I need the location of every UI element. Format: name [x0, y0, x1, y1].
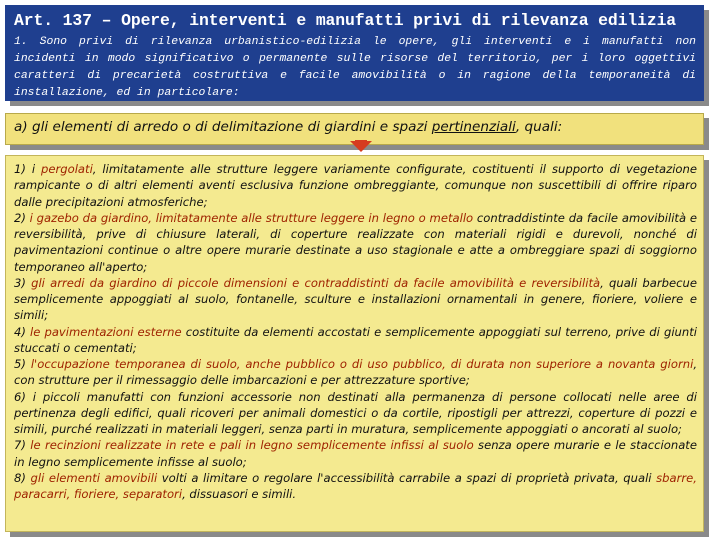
- item-highlight: le recinzioni realizzate in rete e pali in legno semplicemente infissi al suolo: [25, 438, 474, 453]
- item-highlight: i gazebo da giardino, limitatamente alle strutture leggere in legno o metallo: [25, 210, 474, 225]
- down-arrow-icon: [350, 141, 372, 152]
- item-number: 2): [14, 210, 26, 225]
- item-highlight: gli arredi da giardino di piccole dimensioni e contraddistinti da facile amovibilità e reversibilità: [25, 275, 601, 290]
- list-item: [14, 210, 697, 275]
- list-item: [14, 389, 697, 438]
- item-text: , quali barbecue semplicemente appoggiati al suolo, fontanelle, sculture e installazioni ornamentali in genere, fioriere, voliere e simili;: [14, 275, 698, 323]
- item-number: 1): [14, 162, 26, 176]
- item-text: contraddistinte da facile amovibilità e reversibilità, prive di chiusure laterali, di coperture realizzate con materiali rigidi e durevoli, nonché di pavimentazioni continue o altre opere murarie destinate a uso stagionale e atte a ombreggiare spazi di soggiorno temporaneo all'aperto;: [14, 210, 697, 274]
- item-number: 4): [14, 324, 26, 339]
- section-a-text: a) gli elementi di arredo o di delimitazione di giardini e spazi: [14, 119, 432, 135]
- item-highlight: l'occupazione temporanea di suolo, anche pubblico o di uso pubblico, di durata non superiore a novanta giorni: [25, 357, 694, 371]
- list-item: [14, 437, 697, 470]
- item-text: volti a limitare o regolare l'accessibilità carrabile a spazi di proprietà privata, quali: [157, 470, 657, 485]
- item-text: i: [25, 162, 41, 176]
- item-text: costituite da elementi accostati e semplicemente appoggiati sul terreno, prive di giunti stuccati o cementati;: [14, 324, 697, 355]
- list-item: [14, 470, 697, 503]
- list-item: [14, 324, 697, 357]
- item-highlight: sbarre, paracarri, fioriere, separatori: [14, 470, 697, 501]
- item-highlight: pergolati: [40, 162, 93, 176]
- items-list: [5, 155, 704, 532]
- item-text: , dissuasori e simili.: [182, 487, 297, 501]
- article-intro: 1. Sono privi di rilevanza urbanistico-edilizia le opere, gli interventi e i manufatti non incidenti in modo significativo o permanente sulle risorse del territorio, per i loro oggettivi caratteri di precarietà costruttiva e facile amovibilità o in ragione della temporaneità di installazione, ed in particolare:: [14, 36, 696, 99]
- section-a-underlined: pertinenziali: [431, 119, 516, 135]
- item-text: i piccoli manufatti con funzioni accessorie non destinati alla permanenza di persone collocati nelle aree di pertinenza degli edifici, quali ricoveri per animali domestici o da cortile, ripostigli per attrezzi, coperture di pozzi e simili, purché realizzati in materiali leggeri, senza parti in muratura, semplicemente appoggiati o ancorati al suolo;: [14, 389, 697, 436]
- item-number: 3): [14, 275, 26, 290]
- item-number: 7): [14, 438, 26, 453]
- article-header: [5, 5, 704, 101]
- list-item: [14, 161, 697, 210]
- item-number: 6): [14, 389, 26, 404]
- list-item: [14, 275, 697, 324]
- item-number: 5): [14, 357, 26, 371]
- item-text: senza opere murarie e le staccionate in legno semplicemente infisse al suolo;: [14, 438, 697, 469]
- item-text: , limitatamente alle strutture leggere variamente configurate, costituenti il supporto di vegetazione rampicante o di altri elementi aventi esclusiva funzione ombreggiante, comunque non suscettibili di offrire riparo dalle precipitazioni atmosferiche;: [14, 162, 697, 209]
- item-number: 8): [14, 470, 26, 485]
- item-highlight: le pavimentazioni esterne: [25, 324, 182, 339]
- item-highlight: gli elementi amovibili: [25, 470, 158, 485]
- section-a-text-end: , quali:: [515, 119, 563, 135]
- article-title: Art. 137 – Opere, interventi e manufatti privi di rilevanza edilizia: [14, 11, 677, 30]
- item-text: , con strutture per il rimessaggio delle imbarcazioni e per attrezzature sportive;: [14, 357, 697, 388]
- list-item: [14, 356, 697, 389]
